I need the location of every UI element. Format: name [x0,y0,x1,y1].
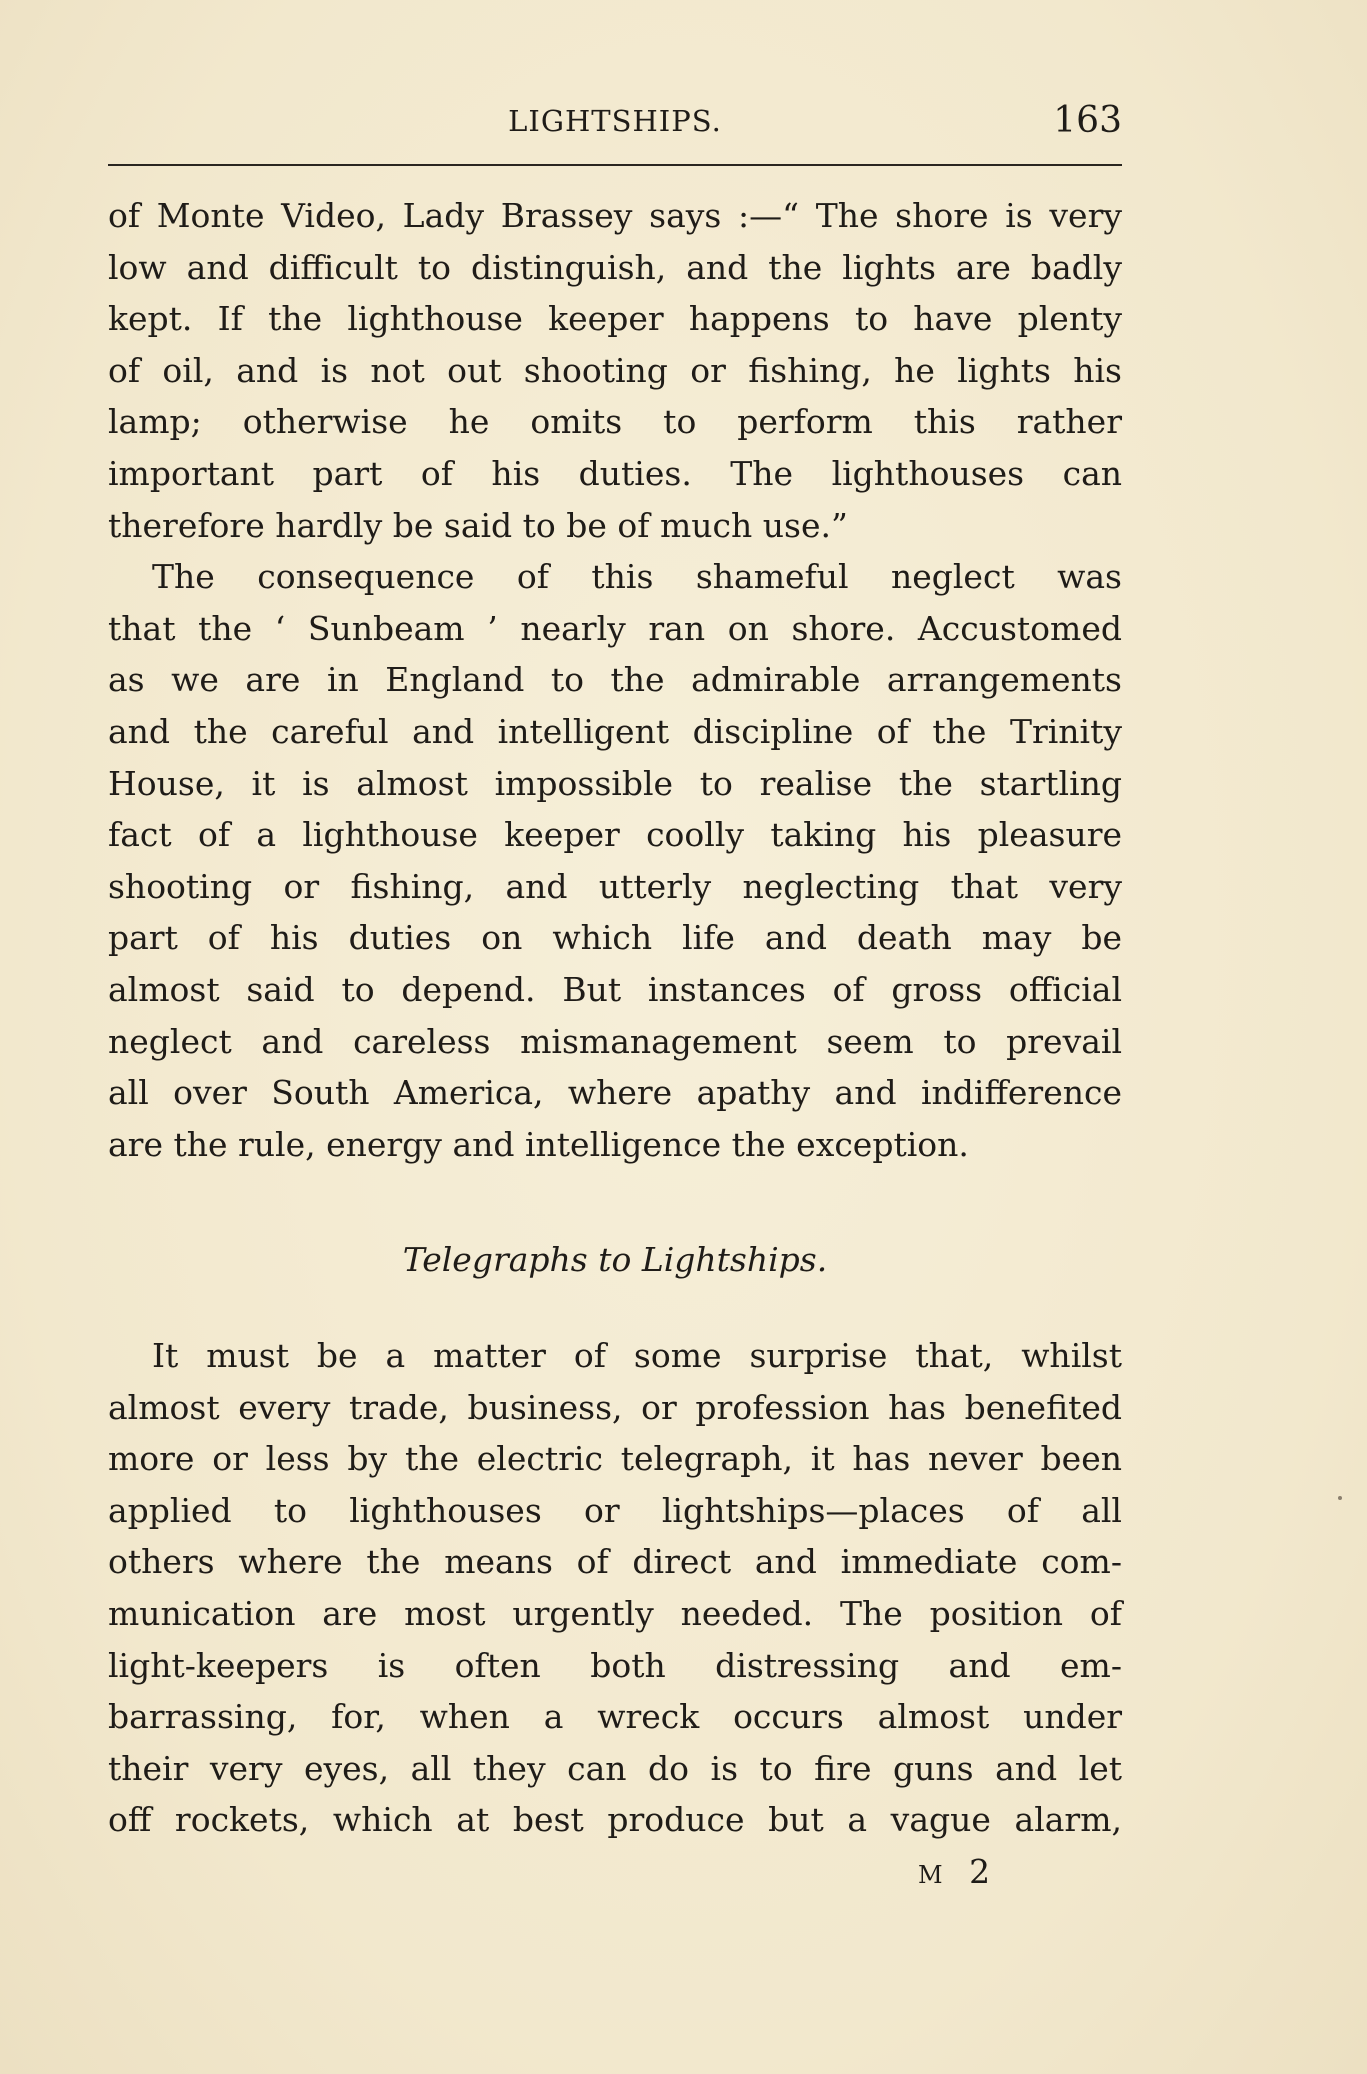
page-header [108,100,1122,150]
signature-number: 2 [969,1852,999,1891]
text-line: barrassing, for, when a wreck occurs almost under [108,1697,1122,1737]
text-line: light-keepers is often both distressing and em- [108,1645,1122,1685]
text-line: The consequence of this shameful neglect was [152,557,1122,597]
text-line: more or less by the electric telegraph, it has never been [108,1439,1122,1479]
text-line: part of his duties on which life and death may be [108,918,1122,958]
text-line: It must be a matter of some surprise that, whilst [152,1336,1122,1375]
header-rule [108,164,1122,166]
text-line: applied to lighthouses or lightships—places of all [108,1490,1122,1530]
signature-mark [918,1852,998,1891]
text-line: of Monte Video, Lady Brassey says :—“ The shore is very [108,196,1122,235]
text-line: fact of a lighthouse keeper coolly taking his pleasure [108,815,1122,855]
text-line: House, it is almost impossible to realise the startling [108,763,1122,803]
text-line: therefore hardly be said to be of much use.” [108,505,848,545]
text-line: and the careful and intelligent discipline of the Trinity [108,711,1122,751]
text-line: shooting or fishing, and utterly neglecting that very [108,866,1122,906]
text-line: kept. If the lighthouse keeper happens to have plenty [108,299,1122,339]
text-line: all over South America, where apathy and indifference [108,1073,1122,1113]
text-line: important part of his duties. The lighthouses can [108,453,1122,493]
text-line: of oil, and is not out shooting or fishing, he lights his [108,350,1122,390]
text-line: that the ‘ Sunbeam ’ nearly ran on shore. Accustomed [108,608,1122,648]
text-line: almost every trade, business, or profession has benefited [108,1387,1122,1427]
text-line: their very eyes, all they can do is to fire guns and let [108,1748,1122,1788]
text-line: off rockets, which at best produce but a vague alarm, [108,1800,1122,1840]
text-line: almost said to depend. But instances of gross official [108,969,1122,1009]
text-line: are the rule, energy and intelligence the exception. [108,1124,969,1164]
text-line: others where the means of direct and immediate com- [108,1542,1122,1582]
text-line: lamp; otherwise he omits to perform this rather [108,402,1122,442]
text-line: munication are most urgently needed. The position of [108,1593,1122,1633]
page-number: 163 [1053,100,1122,141]
text-line: as we are in England to the admirable arrangements [108,660,1122,700]
text-line: neglect and careless mismanagement seem to prevail [108,1021,1122,1061]
paper-speck [1338,1496,1342,1500]
body-text-lower [108,1330,1122,1846]
running-title: LIGHTSHIPS. [508,104,722,138]
body-text-upper [108,190,1122,1170]
text-line: low and difficult to distinguish, and the lights are badly [108,247,1122,287]
section-heading: Telegraphs to Lightships. [402,1240,828,1279]
signature-letter: M [918,1861,951,1889]
